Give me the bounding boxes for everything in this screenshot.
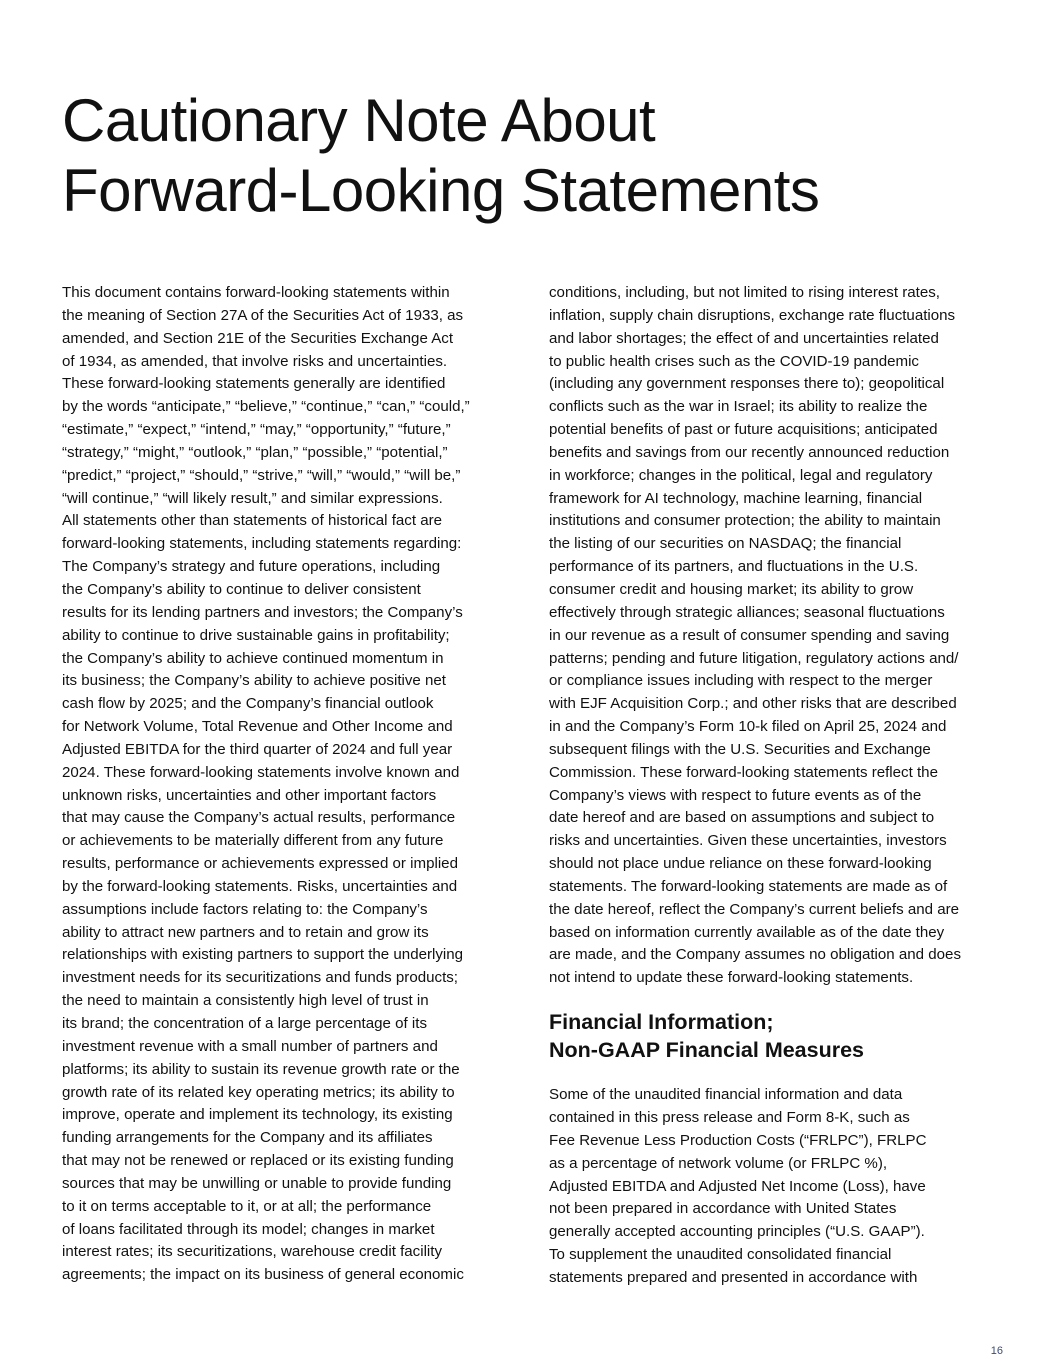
text-line: All statements other than statements of historical fact are: [62, 512, 443, 530]
text-line: date hereof and are based on assumptions and subject to: [549, 809, 935, 827]
text-line: to it on terms acceptable to it, or at all; the performance: [62, 1197, 432, 1215]
text-line: that may cause the Company’s actual results, performance: [62, 809, 456, 827]
text-line: cash flow by 2025; and the Company’s financial outlook: [62, 695, 434, 713]
text-line: “strategy,” “might,” “outlook,” “plan,” “possible,” “potential,”: [62, 443, 448, 461]
text-line: conditions, including, but not limited to rising interest rates,: [549, 284, 940, 301]
text-line: risks and uncertainties. Given these uncertainties, investors: [549, 832, 947, 850]
text-line: of 1934, as amended, that involve risks and uncertainties.: [62, 352, 448, 370]
section-heading-line-2: Non-GAAP Financial Measures: [549, 1038, 865, 1063]
text-line: not intend to update these forward-looking statements.: [549, 969, 914, 987]
text-line: platforms; its ability to sustain its revenue growth rate or the: [62, 1060, 460, 1078]
text-line: the listing of our securities on NASDAQ; the financial: [549, 535, 902, 553]
text-line: Company’s views with respect to future events as of the: [549, 786, 922, 804]
text-line: the Company’s ability to achieve continued momentum in: [62, 649, 444, 667]
text-line: or compliance issues including with respect to the merger: [549, 672, 933, 690]
text-line: ability to continue to drive sustainable gains in profitability;: [62, 626, 450, 644]
text-line: in our revenue as a result of consumer spending and saving: [549, 626, 950, 644]
text-line: consumer credit and housing market; its ability to grow: [549, 580, 914, 598]
text-line: to public health crises such as the COVID-19 pandemic: [549, 352, 919, 370]
section-heading-financial-information: [549, 1008, 999, 1064]
text-line: Adjusted EBITDA for the third quarter of 2024 and full year: [62, 740, 453, 758]
text-line: (including any government responses there to); geopolitical: [549, 375, 945, 393]
text-line: results for its lending partners and investors; the Company’s: [62, 603, 463, 621]
text-line: Fee Revenue Less Production Costs (“FRLPC”), FRLPC: [549, 1131, 927, 1149]
text-line: 2024. These forward-looking statements involve known and: [62, 763, 460, 781]
text-line: by the words “anticipate,” “believe,” “continue,” “can,” “could,”: [62, 398, 470, 416]
text-line: “will continue,” “will likely result,” and similar expressions.: [62, 489, 443, 507]
text-line: funding arrangements for the Company and its affiliates: [62, 1129, 433, 1147]
text-line: assumptions include factors relating to: the Company’s: [62, 900, 428, 918]
text-line: Adjusted EBITDA and Adjusted Net Income (Loss), have: [549, 1177, 926, 1195]
text-line: by the forward-looking statements. Risks, uncertainties and: [62, 877, 458, 895]
text-line: unknown risks, uncertainties and other important factors: [62, 786, 437, 804]
section-heading-line-1: Financial Information;: [549, 1010, 774, 1035]
text-line: are made, and the Company assumes no obligation and does: [549, 946, 961, 964]
text-line: Some of the unaudited financial information and data: [549, 1086, 903, 1104]
page-title: [62, 86, 962, 226]
text-line: improve, operate and implement its technology, its existing: [62, 1106, 453, 1124]
text-line: that may not be renewed or replaced or its existing funding: [62, 1152, 454, 1170]
text-line: “predict,” “project,” “should,” “strive,” “will,” “would,” “will be,”: [62, 466, 461, 484]
text-line: the meaning of Section 27A of the Securities Act of 1933, as: [62, 306, 464, 324]
text-line: relationships with existing partners to support the underlying: [62, 946, 464, 964]
left-column: [62, 282, 517, 1287]
text-line: performance of its partners, and fluctuations in the U.S.: [549, 558, 919, 576]
text-line: investment needs for its securitizations and funds products;: [62, 969, 458, 987]
text-line: forward-looking statements, including statements regarding:: [62, 535, 462, 553]
text-line: The Company’s strategy and future operations, including: [62, 558, 441, 576]
page-number: 16: [990, 1345, 1003, 1357]
text-line: generally accepted accounting principles (“U.S. GAAP”).: [549, 1223, 925, 1241]
text-line: amended, and Section 21E of the Securities Exchange Act: [62, 329, 454, 347]
text-line: This document contains forward-looking statements within: [62, 284, 450, 301]
forward-looking-paragraph: [62, 282, 517, 1287]
text-line: based on information currently available as of the date they: [549, 923, 945, 941]
text-line: and labor shortages; the effect of and uncertainties related: [549, 329, 939, 347]
text-line: effectively through strategic alliances; seasonal fluctuations: [549, 603, 945, 621]
text-line: ability to attract new partners and to retain and grow its: [62, 923, 429, 941]
page-title-line-1: Cautionary Note About: [62, 87, 656, 154]
text-line: its business; the Company’s ability to achieve positive net: [62, 672, 446, 690]
financial-information-paragraph: [549, 1084, 999, 1290]
text-line: To supplement the unaudited consolidated financial: [549, 1246, 892, 1264]
text-line: Commission. These forward-looking statements reflect the: [549, 763, 938, 781]
text-line: its brand; the concentration of a large percentage of its: [62, 1015, 427, 1032]
text-line: of loans facilitated through its model; changes in market: [62, 1220, 435, 1238]
text-line: or achievements to be materially different from any future: [62, 832, 444, 850]
text-line: with EJF Acquisition Corp.; and other risks that are described: [549, 695, 957, 713]
text-line: statements. The forward-looking statements are made as of: [549, 877, 948, 895]
text-line: in workforce; changes in the political, legal and regulatory: [549, 466, 933, 484]
text-line: for Network Volume, Total Revenue and Other Income and: [62, 718, 453, 736]
text-line: institutions and consumer protection; the ability to maintain: [549, 512, 941, 530]
text-line: should not place undue reliance on these forward-looking: [549, 855, 932, 873]
text-line: subsequent filings with the U.S. Securities and Exchange: [549, 740, 931, 758]
text-line: interest rates; its securitizations, warehouse credit facility: [62, 1243, 443, 1261]
text-line: the date hereof, reflect the Company’s current beliefs and are: [549, 900, 960, 918]
text-line: not been prepared in accordance with United States: [549, 1200, 897, 1218]
text-line: statements prepared and presented in accordance with: [549, 1268, 918, 1286]
text-line: conflicts such as the war in Israel; its ability to realize the: [549, 398, 928, 416]
text-line: potential benefits of past or future acquisitions; anticipated: [549, 421, 938, 439]
text-line: in and the Company’s Form 10-k filed on April 25, 2024 and: [549, 718, 947, 736]
text-line: results, performance or achievements expressed or implied: [62, 855, 458, 873]
text-line: “estimate,” “expect,” “intend,” “may,” “opportunity,” “future,”: [62, 421, 451, 439]
text-line: contained in this press release and Form 8-K, such as: [549, 1109, 910, 1126]
right-column: [549, 282, 999, 1290]
text-line: investment revenue with a small number of partners and: [62, 1037, 438, 1055]
text-line: agreements; the impact on its business of general economic: [62, 1266, 464, 1284]
text-line: framework for AI technology, machine learning, financial: [549, 489, 923, 507]
text-line: benefits and savings from our recently announced reduction: [549, 443, 950, 461]
text-line: growth rate of its related key operating metrics; its ability to: [62, 1083, 455, 1101]
text-line: patterns; pending and future litigation, regulatory actions and/: [549, 649, 959, 667]
text-line: the need to maintain a consistently high level of trust in: [62, 992, 429, 1010]
forward-looking-paragraph-continued: [549, 282, 999, 990]
text-line: inflation, supply chain disruptions, exchange rate fluctuations: [549, 306, 956, 324]
text-line: sources that may be unwilling or unable to provide funding: [62, 1174, 452, 1192]
text-line: as a percentage of network volume (or FRLPC %),: [549, 1154, 888, 1172]
page-title-line-2: Forward-Looking Statements: [62, 157, 820, 224]
text-line: the Company’s ability to continue to deliver consistent: [62, 580, 421, 598]
text-line: These forward-looking statements generally are identified: [62, 375, 446, 393]
